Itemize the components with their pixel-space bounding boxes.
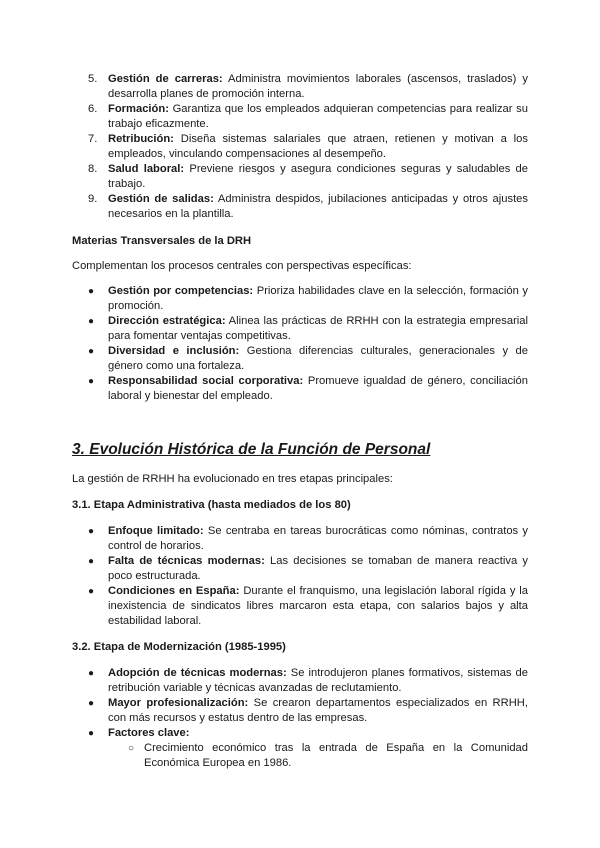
list-term: Retribución: (108, 133, 174, 145)
list-text: Previene riesgos y asegura condiciones seguras y saludables de trabajo. (108, 163, 528, 190)
bullet-text: Se crearon departamentos especializados en RRHH, con más recursos y estatus dentro de las empresas. (108, 697, 528, 724)
list-number: 8. (88, 163, 98, 175)
list-term: Formación: (108, 103, 169, 115)
bullet-item (88, 314, 528, 344)
list-term: Salud laboral: (108, 163, 185, 175)
bullet-text: Durante el franquismo, una legislación laboral rígida y la inexistencia de sindicatos libres marcaron esta etapa, con salarios bajos y alta estabilidad laboral. (108, 585, 528, 627)
bullet-icon: ● (88, 668, 95, 679)
list-term: Gestión de salidas: (108, 193, 214, 205)
list-number: 9. (88, 193, 98, 205)
list-item (88, 192, 528, 222)
bullet-text: Se centraba en tareas burocráticas como nóminas, contratos y control de horarios. (108, 525, 529, 552)
bullet-icon: ● (88, 698, 95, 709)
bullet-term: Factores clave: (108, 727, 190, 739)
bullet-item (88, 666, 528, 696)
list-text: Administra despidos, jubilaciones anticipadas y otros ajustes necesarios en la plantilla. (108, 193, 528, 220)
bullet-term: Responsabilidad social corporativa: (108, 375, 304, 387)
bullet-item (88, 344, 528, 374)
bullet-text: Promueve igualdad de género, conciliación laboral y bienestar del empleado. (108, 375, 528, 402)
bullet-item (88, 696, 528, 726)
bullet-term: Dirección estratégica: (108, 315, 226, 327)
bullet-term: Gestión por competencias: (108, 285, 254, 297)
list-item (88, 162, 528, 192)
bullet-item (88, 374, 528, 404)
materias-heading: Materias Transversales de la DRH (72, 235, 252, 247)
bullet-icon: ● (88, 286, 95, 297)
list-item (88, 132, 528, 162)
list-number: 7. (88, 133, 98, 145)
list-item (88, 72, 528, 102)
list-number: 5. (88, 73, 98, 85)
bullet-item (88, 524, 529, 554)
bullet-term: Mayor profesionalización: (108, 697, 249, 709)
list-text: Administra movimientos laborales (ascensos, traslados) y desarrolla planes de promoción interna. (108, 73, 528, 100)
bullet-term: Diversidad e inclusión: (108, 345, 240, 357)
bullet-icon: ● (88, 556, 95, 567)
list-text: Diseña sistemas salariales que atraen, retienen y motivan a los empleados, vinculando compensaciones al desempeño. (108, 133, 528, 160)
materias-intro: Complementan los procesos centrales con perspectivas específicas: (72, 260, 412, 272)
bullet-icon: ● (88, 376, 95, 387)
bullet-icon: ● (88, 586, 95, 597)
bullet-text: Gestiona diferencias culturales, generacionales y de género como una fortaleza. (108, 345, 528, 372)
bullet-item (88, 726, 528, 741)
bullet-term: Enfoque limitado: (108, 525, 204, 537)
bullet-icon: ● (88, 526, 95, 537)
list-term: Gestión de carreras: (108, 73, 223, 85)
bullet-icon: ● (88, 728, 95, 739)
bullet-icon: ● (88, 346, 95, 357)
list-number: 6. (88, 103, 98, 115)
bullet-term: Adopción de técnicas modernas: (108, 667, 287, 679)
bullet-item (88, 554, 528, 584)
bullet-icon: ● (88, 316, 95, 327)
bullet-item (88, 584, 528, 629)
section-title: 3. Evolución Histórica de la Función de Personal (72, 441, 431, 458)
bullet-text: Prioriza habilidades clave en la selección, formación y promoción. (108, 285, 528, 312)
hollow-bullet-icon: ○ (128, 743, 135, 754)
bullet-text: Se introdujeron planes formativos, sistemas de retribución variable y técnicas avanzadas de reclutamiento. (108, 667, 528, 694)
bullet-term: Falta de técnicas modernas: (108, 555, 265, 567)
section-intro: La gestión de RRHH ha evolucionado en tres etapas principales: (72, 473, 393, 485)
list-item (88, 102, 528, 132)
list-text: Garantiza que los empleados adquieran competencias para realizar su trabajo eficazmente. (108, 103, 528, 130)
bullet-text: Las decisiones se tomaban de manera reactiva y poco estructurada. (108, 555, 528, 582)
subsection-heading: 3.1. Etapa Administrativa (hasta mediados de los 80) (72, 499, 351, 511)
bullet-term: Condiciones en España: (108, 585, 240, 597)
bullet-text: Alinea las prácticas de RRHH con la estrategia empresarial para fomentar ventajas competitivas. (108, 315, 528, 342)
bullet-item (88, 284, 528, 314)
subsection-heading: 3.2. Etapa de Modernización (1985-1995) (72, 641, 286, 653)
sub-bullet-text: Crecimiento económico tras la entrada de España en la Comunidad Económica Europea en 1986. (144, 742, 528, 769)
sub-bullet-item (128, 741, 528, 771)
